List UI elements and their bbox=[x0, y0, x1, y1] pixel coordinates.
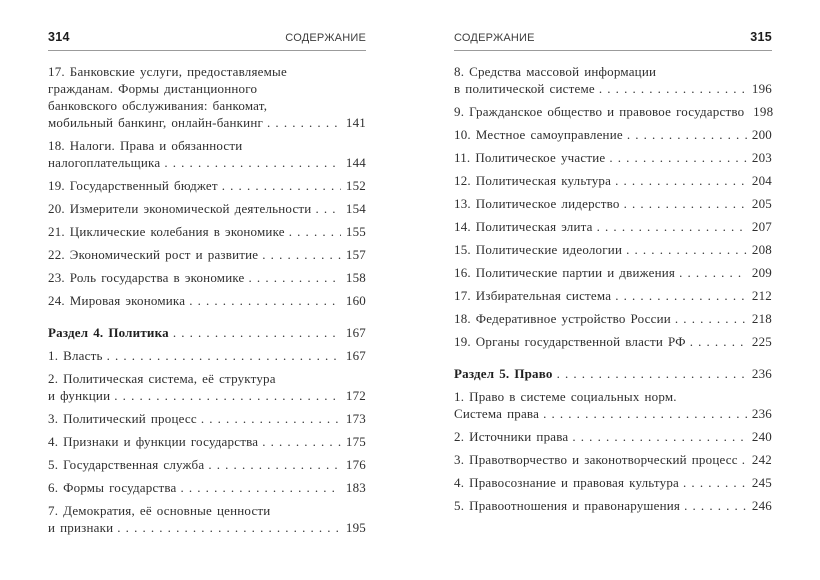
toc-entry bbox=[454, 149, 772, 166]
toc-entry-title: и функции bbox=[48, 388, 111, 403]
toc-entry-page: 245 bbox=[751, 475, 772, 490]
toc-entry-line bbox=[48, 292, 366, 309]
toc-entry-title: 5. Государственная служба bbox=[48, 457, 205, 472]
toc-entry-line bbox=[48, 387, 366, 404]
toc-entry-title: Раздел 4. Политика bbox=[48, 325, 169, 340]
toc-entry bbox=[48, 502, 366, 536]
toc-entry bbox=[48, 479, 366, 496]
dot-leader bbox=[626, 241, 747, 258]
toc-entry-page: 204 bbox=[751, 173, 772, 188]
toc-entry-line bbox=[454, 474, 772, 491]
toc-entry-page: 160 bbox=[345, 293, 366, 308]
dot-leader bbox=[615, 172, 747, 189]
toc-entry bbox=[48, 456, 366, 473]
toc-entry-title: 4. Правосознание и правовая культура bbox=[454, 475, 680, 490]
dot-leader bbox=[675, 310, 747, 327]
toc-entry-line bbox=[454, 388, 772, 405]
toc-entry bbox=[48, 370, 366, 404]
toc-entry bbox=[48, 137, 366, 171]
dot-leader bbox=[262, 246, 341, 263]
toc-entry-title: 3. Правотворчество и законотворческий процесс bbox=[454, 452, 738, 467]
toc-entry-line bbox=[454, 451, 772, 468]
toc-entry-line bbox=[454, 310, 772, 327]
toc-entry-title: 4. Признаки и функции государства bbox=[48, 434, 259, 449]
toc-entry bbox=[454, 63, 772, 97]
toc-entry-title: 15. Политические идеологии bbox=[454, 242, 623, 257]
toc-list-right bbox=[454, 63, 772, 514]
dot-leader bbox=[627, 126, 747, 143]
page-right bbox=[454, 30, 772, 560]
toc-entry-title: 21. Циклические колебания в экономике bbox=[48, 224, 285, 239]
toc-entry-title: в политической системе bbox=[454, 81, 595, 96]
toc-entry-page: 141 bbox=[345, 115, 366, 130]
toc-entry-title: 20. Измерители экономической деятельности bbox=[48, 201, 312, 216]
toc-entry-title: 12. Политическая культура bbox=[454, 173, 612, 188]
toc-entry-title: банковского обслуживания: банкомат, bbox=[48, 98, 268, 113]
toc-entry bbox=[454, 497, 772, 514]
toc-entry-line bbox=[48, 114, 366, 131]
toc-entry-title: 9. Гражданское общество и правовое государство bbox=[454, 104, 745, 119]
toc-entry bbox=[454, 195, 772, 212]
toc-entry bbox=[454, 218, 772, 235]
dot-leader bbox=[201, 410, 341, 427]
page-header-left bbox=[48, 30, 366, 51]
toc-section-entry bbox=[454, 365, 772, 382]
toc-entry-line bbox=[454, 428, 772, 445]
running-title-right: СОДЕРЖАНИЕ bbox=[454, 32, 535, 44]
toc-entry-page: 152 bbox=[345, 178, 366, 193]
dot-leader bbox=[173, 324, 341, 341]
toc-entry-line bbox=[48, 200, 366, 217]
toc-entry-page: 246 bbox=[751, 498, 772, 513]
toc-entry-title: 17. Банковские услуги, предоставляемые bbox=[48, 64, 287, 79]
toc-entry-title: 22. Экономический рост и развитие bbox=[48, 247, 259, 262]
toc-entry-line bbox=[48, 80, 366, 97]
toc-entry-page: 218 bbox=[751, 311, 772, 326]
dot-leader bbox=[189, 292, 341, 309]
dot-leader bbox=[208, 456, 341, 473]
toc-entry bbox=[454, 126, 772, 143]
toc-entry bbox=[454, 310, 772, 327]
toc-entry-title: 16. Политические партии и движения bbox=[454, 265, 676, 280]
toc-entry-page: 198 bbox=[753, 104, 774, 119]
dot-leader bbox=[262, 433, 341, 450]
toc-entry-title: 18. Налоги. Права и обязанности bbox=[48, 138, 243, 153]
dot-leader bbox=[609, 149, 747, 166]
page-left bbox=[48, 30, 366, 560]
toc-entry-line bbox=[454, 287, 772, 304]
toc-entry bbox=[454, 241, 772, 258]
toc-entry-line bbox=[454, 218, 772, 235]
toc-entry-page: 173 bbox=[345, 411, 366, 426]
dot-leader bbox=[557, 365, 747, 382]
toc-entry-page: 212 bbox=[751, 288, 772, 303]
dot-leader bbox=[267, 114, 341, 131]
toc-entry-title: 1. Власть bbox=[48, 348, 103, 363]
toc-entry-title: 19. Государственный бюджет bbox=[48, 178, 218, 193]
toc-entry bbox=[48, 292, 366, 309]
toc-entry-line bbox=[48, 137, 366, 154]
toc-entry-title: мобильный банкинг, онлайн-банкинг bbox=[48, 115, 264, 130]
toc-entry-title: 7. Демократия, её основные ценности bbox=[48, 503, 271, 518]
toc-entry bbox=[454, 451, 772, 468]
toc-entry-line bbox=[48, 456, 366, 473]
toc-entry-title: 18. Федеративное устройство России bbox=[454, 311, 671, 326]
toc-entry-page: 207 bbox=[751, 219, 772, 234]
toc-entry-line bbox=[454, 264, 772, 281]
toc-entry-title: гражданам. Формы дистанционного bbox=[48, 81, 258, 96]
toc-entry-title: 1. Право в системе социальных норм. bbox=[454, 389, 677, 404]
dot-leader bbox=[690, 333, 747, 350]
toc-entry-page: 167 bbox=[345, 348, 366, 363]
toc-entry bbox=[48, 246, 366, 263]
toc-entry-line bbox=[48, 177, 366, 194]
dot-leader bbox=[679, 264, 747, 281]
toc-entry-title: 11. Политическое участие bbox=[454, 150, 606, 165]
toc-entry-title: 3. Политический процесс bbox=[48, 411, 197, 426]
dot-leader bbox=[615, 287, 747, 304]
dot-leader bbox=[683, 474, 747, 491]
toc-entry-line bbox=[454, 405, 772, 422]
dot-leader bbox=[684, 497, 747, 514]
toc-entry bbox=[48, 177, 366, 194]
toc-list-left bbox=[48, 63, 366, 536]
page-header-right bbox=[454, 30, 772, 51]
toc-entry-page: 158 bbox=[345, 270, 366, 285]
dot-leader bbox=[624, 195, 747, 212]
toc-section-entry bbox=[48, 324, 366, 341]
toc-entry bbox=[454, 287, 772, 304]
toc-entry-line bbox=[48, 479, 366, 496]
dot-leader bbox=[289, 223, 341, 240]
toc-entry-title: налогоплательщика bbox=[48, 155, 161, 170]
dot-leader bbox=[222, 177, 341, 194]
toc-entry-title: 8. Средства массовой информации bbox=[454, 64, 657, 79]
toc-entry-line bbox=[454, 149, 772, 166]
toc-entry-line bbox=[48, 519, 366, 536]
toc-entry bbox=[48, 269, 366, 286]
page-number-left: 314 bbox=[48, 30, 70, 44]
dot-leader bbox=[249, 269, 341, 286]
toc-entry-title: 2. Источники права bbox=[454, 429, 569, 444]
toc-entry-page: 144 bbox=[345, 155, 366, 170]
toc-entry-page: 167 bbox=[345, 325, 366, 340]
toc-entry bbox=[454, 333, 772, 350]
toc-entry-line bbox=[48, 63, 366, 80]
toc-entry-line bbox=[48, 502, 366, 519]
toc-entry-page: 172 bbox=[345, 388, 366, 403]
toc-entry-page: 195 bbox=[345, 520, 366, 535]
toc-entry-line bbox=[48, 324, 366, 341]
toc-entry-title: 23. Роль государства в экономике bbox=[48, 270, 245, 285]
toc-entry-page: 225 bbox=[751, 334, 772, 349]
toc-entry-title: Система права bbox=[454, 406, 540, 421]
toc-entry bbox=[454, 474, 772, 491]
toc-entry-title: 6. Формы государства bbox=[48, 480, 177, 495]
dot-leader bbox=[107, 347, 341, 364]
toc-entry-line bbox=[48, 223, 366, 240]
toc-entry-line bbox=[454, 63, 772, 80]
toc-entry-page: 183 bbox=[345, 480, 366, 495]
toc-entry bbox=[454, 172, 772, 189]
dot-leader bbox=[114, 387, 341, 404]
toc-entry-line bbox=[48, 246, 366, 263]
toc-entry-page: 154 bbox=[345, 201, 366, 216]
toc-entry-title: 13. Политическое лидерство bbox=[454, 196, 620, 211]
toc-entry-line bbox=[48, 410, 366, 427]
toc-entry-line bbox=[454, 241, 772, 258]
toc-entry-page: 208 bbox=[751, 242, 772, 257]
toc-entry-page: 205 bbox=[751, 196, 772, 211]
toc-entry-page: 203 bbox=[751, 150, 772, 165]
toc-entry-line bbox=[454, 126, 772, 143]
dot-leader bbox=[597, 218, 747, 235]
toc-entry-line bbox=[48, 269, 366, 286]
dot-leader bbox=[315, 200, 341, 217]
toc-entry-title: 19. Органы государственной власти РФ bbox=[454, 334, 686, 349]
toc-entry bbox=[48, 433, 366, 450]
toc-entry-page: 236 bbox=[751, 406, 772, 421]
toc-entry bbox=[454, 388, 772, 422]
toc-entry-line bbox=[48, 97, 366, 114]
toc-entry-title: Раздел 5. Право bbox=[454, 366, 553, 381]
toc-entry bbox=[48, 347, 366, 364]
toc-entry-line bbox=[48, 347, 366, 364]
toc-entry-title: 17. Избирательная система bbox=[454, 288, 612, 303]
page-number-right: 315 bbox=[750, 30, 772, 44]
toc-entry-line bbox=[454, 172, 772, 189]
toc-entry-line bbox=[48, 370, 366, 387]
toc-entry-page: 176 bbox=[345, 457, 366, 472]
toc-entry-page: 209 bbox=[751, 265, 772, 280]
toc-entry-page: 200 bbox=[751, 127, 772, 142]
toc-entry bbox=[454, 103, 772, 120]
toc-entry bbox=[48, 223, 366, 240]
toc-entry-line bbox=[454, 195, 772, 212]
toc-entry-title: и признаки bbox=[48, 520, 114, 535]
toc-entry-title: 2. Политическая система, её структура bbox=[48, 371, 276, 386]
toc-entry-page: 236 bbox=[751, 366, 772, 381]
toc-entry-line bbox=[454, 103, 772, 120]
toc-entry-page: 157 bbox=[345, 247, 366, 262]
toc-entry-line bbox=[454, 333, 772, 350]
dot-leader bbox=[180, 479, 341, 496]
toc-entry-line bbox=[454, 80, 772, 97]
toc-entry-page: 242 bbox=[751, 452, 772, 467]
toc-entry-page: 155 bbox=[345, 224, 366, 239]
toc-entry-title: 24. Мировая экономика bbox=[48, 293, 186, 308]
toc-entry bbox=[48, 63, 366, 131]
toc-entry-title: 5. Правоотношения и правонарушения bbox=[454, 498, 681, 513]
toc-entry-line bbox=[48, 154, 366, 171]
dot-leader bbox=[599, 80, 747, 97]
toc-entry-title: 10. Местное самоуправление bbox=[454, 127, 623, 142]
toc-entry-title: 14. Политическая элита bbox=[454, 219, 593, 234]
running-title-left: СОДЕРЖАНИЕ bbox=[285, 32, 366, 44]
toc-entry-page: 196 bbox=[751, 81, 772, 96]
toc-entry-line bbox=[454, 365, 772, 382]
toc-entry bbox=[454, 428, 772, 445]
toc-entry-line bbox=[48, 433, 366, 450]
toc-entry bbox=[48, 200, 366, 217]
toc-entry-page: 240 bbox=[751, 429, 772, 444]
toc-entry bbox=[454, 264, 772, 281]
toc-entry-page: 175 bbox=[345, 434, 366, 449]
dot-leader bbox=[164, 154, 341, 171]
toc-entry bbox=[48, 410, 366, 427]
dot-leader bbox=[117, 519, 341, 536]
dot-leader bbox=[742, 451, 747, 468]
toc-entry-line bbox=[454, 497, 772, 514]
dot-leader bbox=[572, 428, 747, 445]
dot-leader bbox=[543, 405, 747, 422]
